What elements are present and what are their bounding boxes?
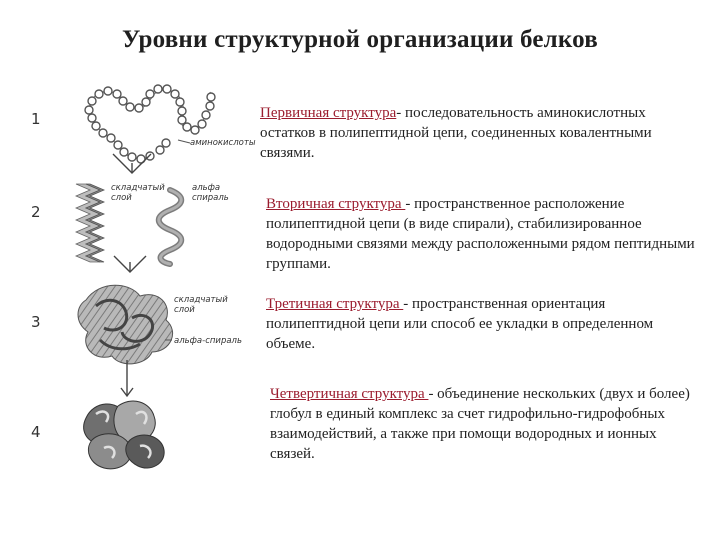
level-2-term: Вторичная структура — [266, 196, 406, 212]
alpha-helix-image — [159, 190, 182, 264]
page-title: Уровни структурной организации белков — [122, 26, 598, 53]
tertiary-helix-label: альфа-спираль — [174, 336, 242, 346]
level-number-4: 4 — [31, 423, 41, 441]
level-3-description — [266, 294, 700, 354]
tertiary-globule-image — [78, 285, 173, 364]
alpha-helix-label-line2: спираль — [192, 193, 229, 203]
level-2-text: - пространственное расположение полипептидной цепи (в виде спирали), стабилизированное водородными связями между расположенными рядом пептидными группами. — [266, 196, 695, 272]
quaternary-complex-image — [84, 401, 164, 469]
beta-sheet-label-line1: складчатый — [111, 183, 165, 193]
beta-sheet-label-line2: слой — [111, 193, 132, 203]
level-number-1: 1 — [31, 110, 41, 128]
level-number-2: 2 — [31, 203, 41, 221]
level-3-term: Третичная структура — [266, 296, 404, 312]
level-2-description — [266, 194, 700, 274]
level-4-term: Четвертичная структура — [270, 386, 429, 402]
level-1-text: - последовательность аминокислотных остатков в полипептидной цепи, соединенных ковалентными связями. — [260, 105, 652, 161]
amino-acids-label: аминокислоты — [190, 138, 256, 148]
level-4-description — [270, 384, 700, 464]
tertiary-sheet-label-line1: складчатый — [174, 295, 228, 305]
amino-acids-pointer — [178, 140, 190, 143]
level-3-text: - пространственная ориентация полипептидной цепи или способ ее укладки в определенном объеме. — [266, 296, 654, 352]
arrow-3-to-4 — [121, 360, 133, 396]
alpha-helix-label-line1: альфа — [192, 183, 221, 193]
tertiary-sheet-label-line2: слой — [174, 305, 195, 315]
primary-chain-image — [85, 85, 215, 163]
beta-sheet-image — [76, 184, 104, 262]
level-4-text: - объединение нескольких (двух и более) глобул в единый комплекс за счет гидрофильно-гидрофобных взаимодействий, а также при помощи водородных и ионных связей. — [270, 386, 690, 462]
arrow-2-to-3 — [114, 256, 146, 272]
level-1-description — [260, 103, 700, 163]
level-number-3: 3 — [31, 313, 41, 331]
level-1-term: Первичная структура — [260, 105, 397, 121]
